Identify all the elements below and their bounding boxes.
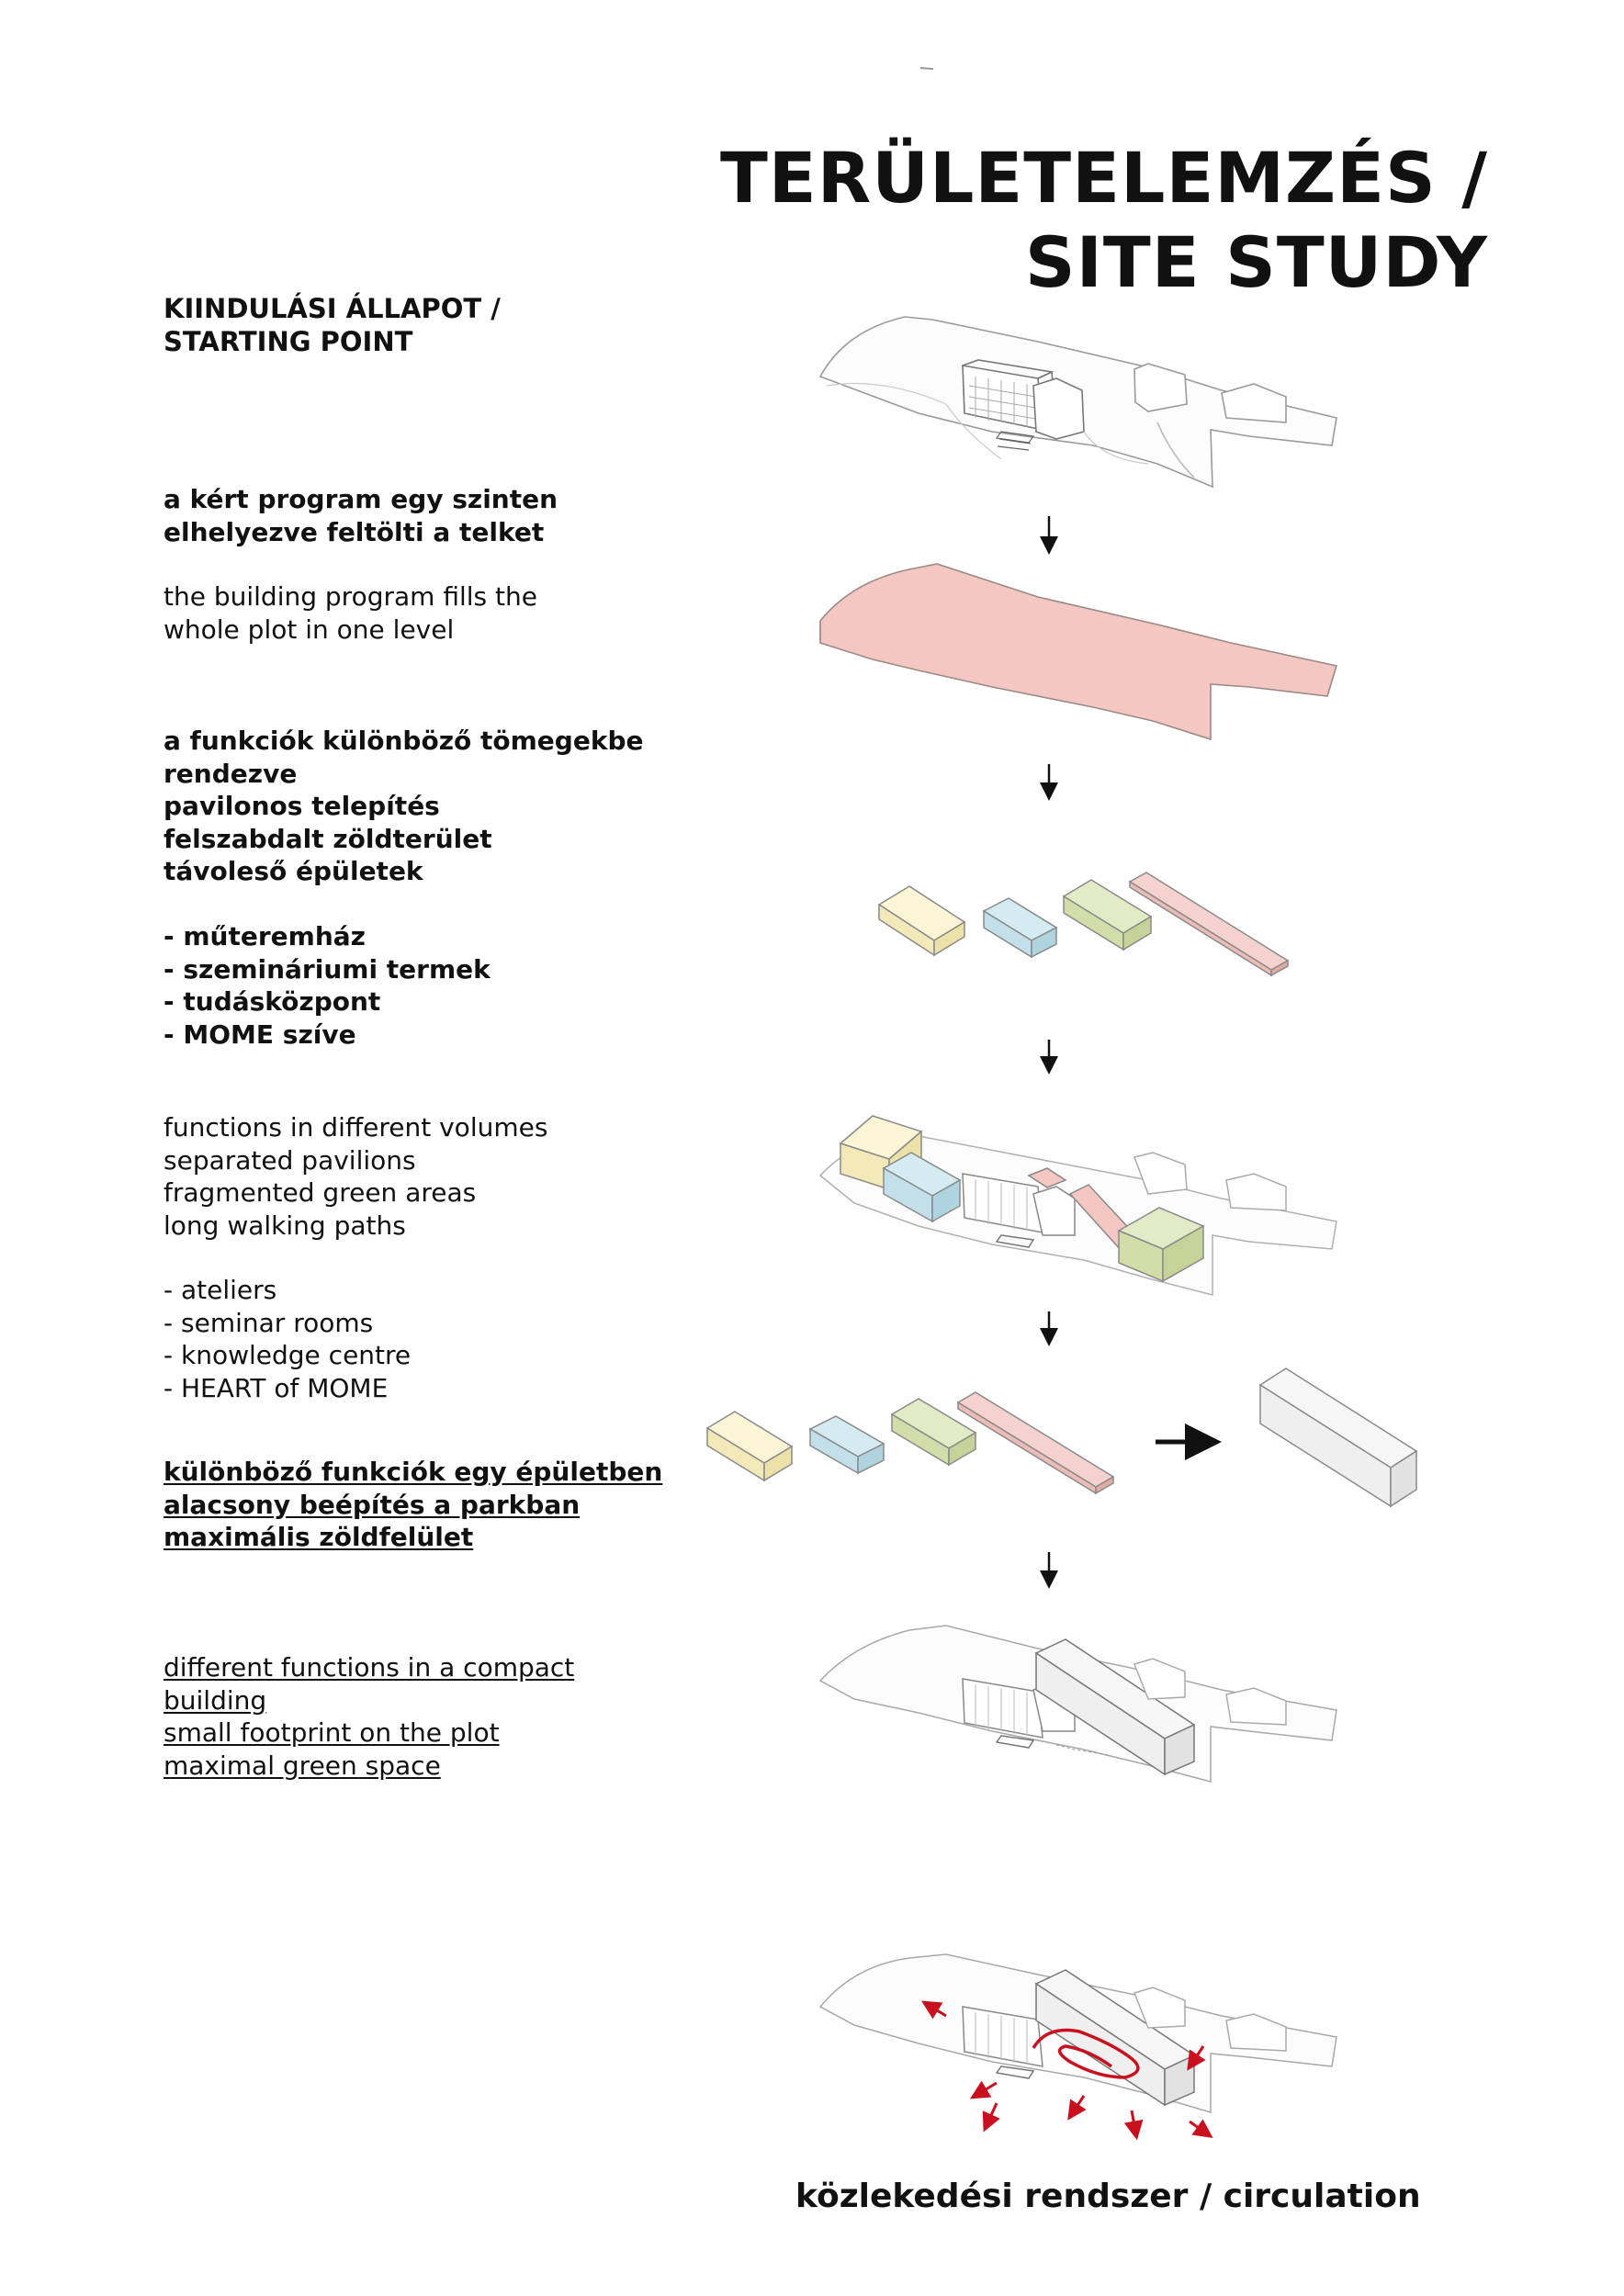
circulation-caption: közlekedési rendszer / circulation (795, 2178, 1421, 2215)
text-line: felszabdalt zöldterület (164, 823, 492, 854)
merge-volume-yellow (707, 1412, 792, 1480)
pavilions-on-site (820, 1116, 1336, 1295)
text-line: long walking paths (164, 1210, 406, 1241)
text-line: - műteremház (164, 921, 366, 951)
text-line: távoleső épületek (164, 856, 423, 886)
separate-volumes (879, 872, 1288, 975)
volume-pink (1130, 872, 1288, 975)
text-line: pavilonos telepítés (164, 791, 440, 821)
compact-building-on-site (820, 1626, 1336, 1782)
heading-line-1: KIINDULÁSI ÁLLAPOT / (164, 293, 501, 324)
text-line: fragmented green areas (164, 1177, 477, 1208)
circulation-arrow-icon (1190, 2122, 1205, 2133)
circulation-arrow-icon (1073, 2096, 1084, 2112)
circulation-arrow-icon (987, 2103, 997, 2123)
text-line: - MOME szíve (164, 1019, 356, 1050)
text-line: functions in different volumes (164, 1112, 548, 1142)
text-line: rendezve (164, 758, 298, 789)
text-line: - seminar rooms (164, 1307, 374, 1338)
text-line: maximal green space (164, 1750, 441, 1781)
decorative-mark (920, 68, 933, 69)
volume-yellow (879, 886, 964, 955)
text-line: - HEART of MOME (164, 1372, 389, 1403)
circulation-diagram (820, 1954, 1336, 2133)
volume-blue (984, 898, 1056, 957)
text-line: separated pavilions (164, 1144, 416, 1176)
text-line: - szemináriumi termek (164, 953, 491, 985)
heading-line-2: STARTING POINT (164, 326, 413, 357)
circulation-arrow-icon (1132, 2110, 1135, 2131)
merged-volumes-left (707, 1392, 1113, 1493)
plot-fill-volume (820, 564, 1336, 739)
title-line-1: TERÜLETELEMZÉS / (719, 137, 1488, 219)
text-line: a funkciók különböző tömegekbe (164, 726, 644, 756)
text-line: maximális zöldfelület (164, 1522, 474, 1552)
text-line: elhelyezve feltölti a telket (164, 516, 545, 547)
title-line-2: SITE STUDY (1024, 221, 1488, 303)
text-line: különböző funkciók egy épületben (164, 1457, 663, 1487)
circulation-arrow-icon (978, 2083, 997, 2094)
existing-site-plan (820, 317, 1336, 487)
text-line: - tudásközpont (164, 986, 381, 1017)
text-line: - knowledge centre (164, 1340, 412, 1370)
text-line: alacsony beépítés a parkban (164, 1489, 581, 1520)
text-line: small footprint on the plot (164, 1717, 500, 1748)
text-line: different functions in a compact (164, 1652, 575, 1683)
text-line: a kért program egy szinten (164, 484, 558, 514)
text-line: building (164, 1684, 267, 1716)
text-line: - ateliers (164, 1275, 277, 1305)
compact-volume (1260, 1368, 1416, 1506)
merge-volume-pink (958, 1392, 1113, 1493)
text-line: the building program fills the (164, 581, 537, 612)
text-line: whole plot in one level (164, 613, 455, 645)
merge-volume-blue (810, 1416, 884, 1473)
